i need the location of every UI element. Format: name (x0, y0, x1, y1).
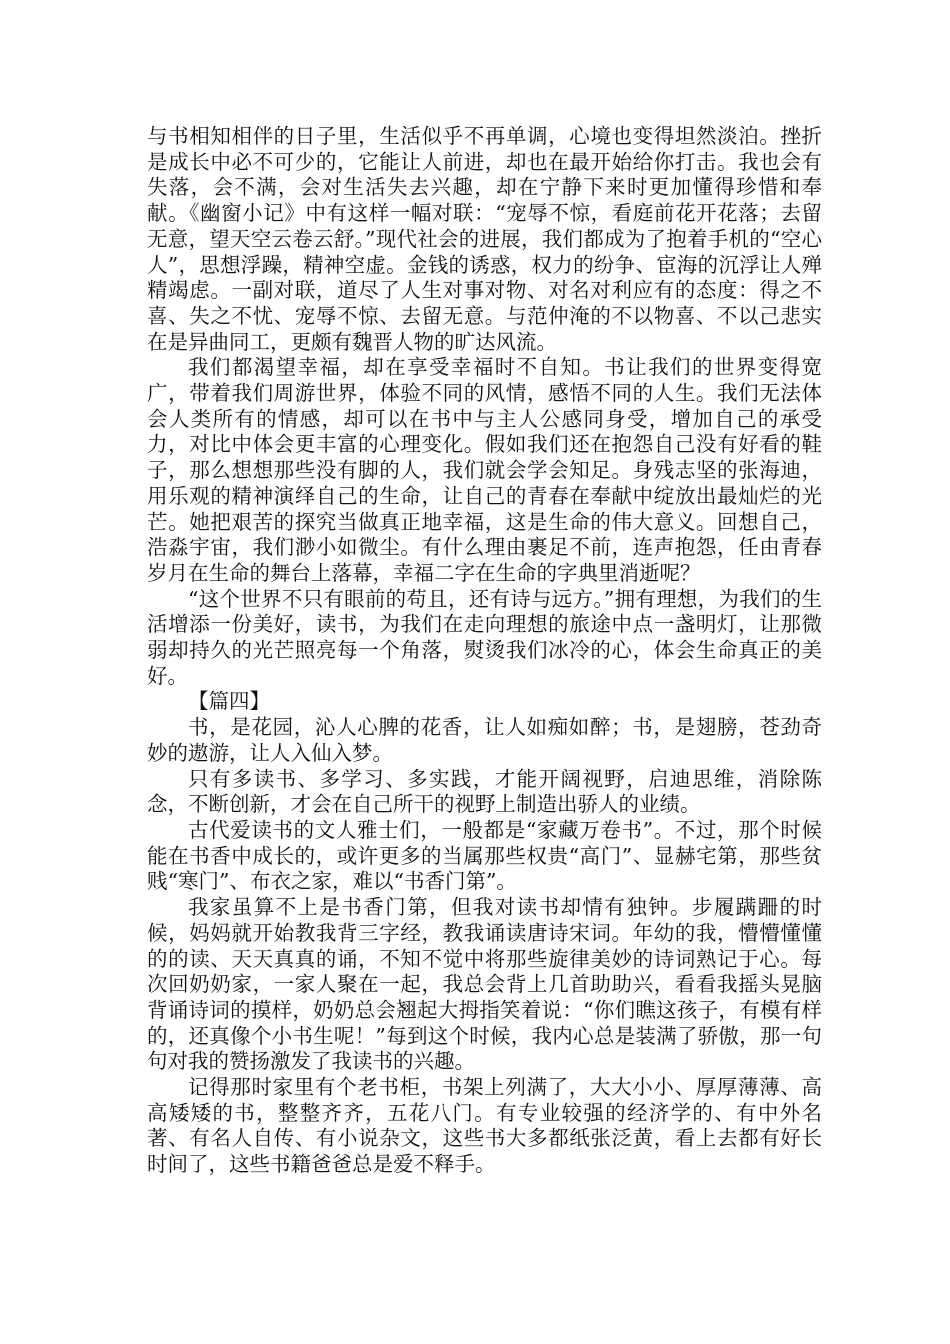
paragraph: 古代爱读书的文人雅士们，一般都是“家藏万卷书”。不过，那个时候能在书香中成长的，或许更多的当属那些权贵“高门”、显赫宅第，那些贫贱“寒门”、布衣之家，难以“书香门第”。 (147, 817, 822, 894)
paragraph: 我家虽算不上是书香门第，但我对读书却情有独钟。步履蹒跚的时候，妈妈就开始教我背三字经，教我诵读唐诗宋词。年幼的我，懵懵懂懂的的读、天天真真的诵，不知不觉中将那些旋律美妙的诗词熟记于心。每次回奶奶家，一家人聚在一起，我总会背上几首助助兴，看看我摇头晃脑背诵诗词的摸样，奶奶总会翘起大拇指笑着说：“你们瞧这孩子，有模有样的，还真像个小书生呢！”每到这个时候，我内心总是装满了骄傲，那一句句对我的赞扬激发了我读书的兴趣。 (147, 895, 822, 1074)
paragraph: 书，是花园，沁人心脾的花香，让人如痴如醉；书，是翅膀，苍劲奇妙的遨游，让人入仙入梦。 (147, 715, 822, 765)
paragraph: 只有多读书、多学习、多实践，才能开阔视野，启迪思维，消除陈念，不断创新，才会在自己所干的视野上制造出骄人的业绩。 (147, 766, 822, 817)
section-heading: 【篇四】 (188, 689, 270, 714)
paragraph: 记得那时家里有个老书柜，书架上列满了，大大小小、厚厚薄薄、高高矮矮的书，整整齐齐，五花八门。有专业较强的经济学的、有中外名著、有名人自传、有小说杂文，这些书大多都纸张泛黄，看上去都有好长时间了，这些书籍爸爸总是爱不释手。 (147, 1075, 822, 1177)
paragraph-continued: 与书相知相伴的日子里，生活似乎不再单调，心境也变得坦然淡泊。挫折是成长中必不可少的，它能让人前进，却也在最开始给你打击。我也会有失落，会不满，会对生活失去兴趣，却在宁静下来时更加懂得珍惜和奉献。《幽窗小记》中有这样一幅对联：“宠辱不惊，看庭前花开花落；去留无意，望天空云卷云舒。”现代社会的进展，我们都成为了抱着手机的“空心人”，思想浮躁，精神空虚。金钱的诱惑，权力的纷争、宦海的沉浮让人殚精竭虑。一副对联，道尽了人生对事对物、对名对利应有的态度：得之不喜、失之不忧、宠辱不惊、去留无意。与范仲淹的不以物喜、不以己悲实在是异曲同工，更颇有魏晋人物的旷达风流。 (147, 124, 822, 354)
document-body (147, 124, 822, 1178)
paragraph: “这个世界不只有眼前的苟且，还有诗与远方。”拥有理想，为我们的生活增添一份美好，读书，为我们在走向理想的旅途中点一盏明灯，让那微弱却持久的光芒照亮每一个角落，熨烫我们冰冷的心，体会生命真正的美好。 (147, 586, 822, 688)
paragraph: 我们都渴望幸福，却在享受幸福时不自知。书让我们的世界变得宽广，带着我们周游世界，体验不同的风情，感悟不同的人生。我们无法体会人类所有的情感，却可以在书中与主人公感同身受，增加自己的承受力，对比中体会更丰富的心理变化。假如我们还在抱怨自己没有好看的鞋子，那么想想那些没有脚的人，我们就会学会知足。身残志坚的张海迪，用乐观的精神演绎自己的生命，让自己的青春在奉献中绽放出最灿烂的光芒。她把艰苦的探究当做真正地幸福，这是生命的伟大意义。回想自己，浩淼宇宙，我们渺小如微尘。有什么理由裹足不前，连声抱怨，任由青春岁月在生命的舞台上落幕，幸福二字在生命的字典里消逝呢？ (147, 355, 822, 585)
